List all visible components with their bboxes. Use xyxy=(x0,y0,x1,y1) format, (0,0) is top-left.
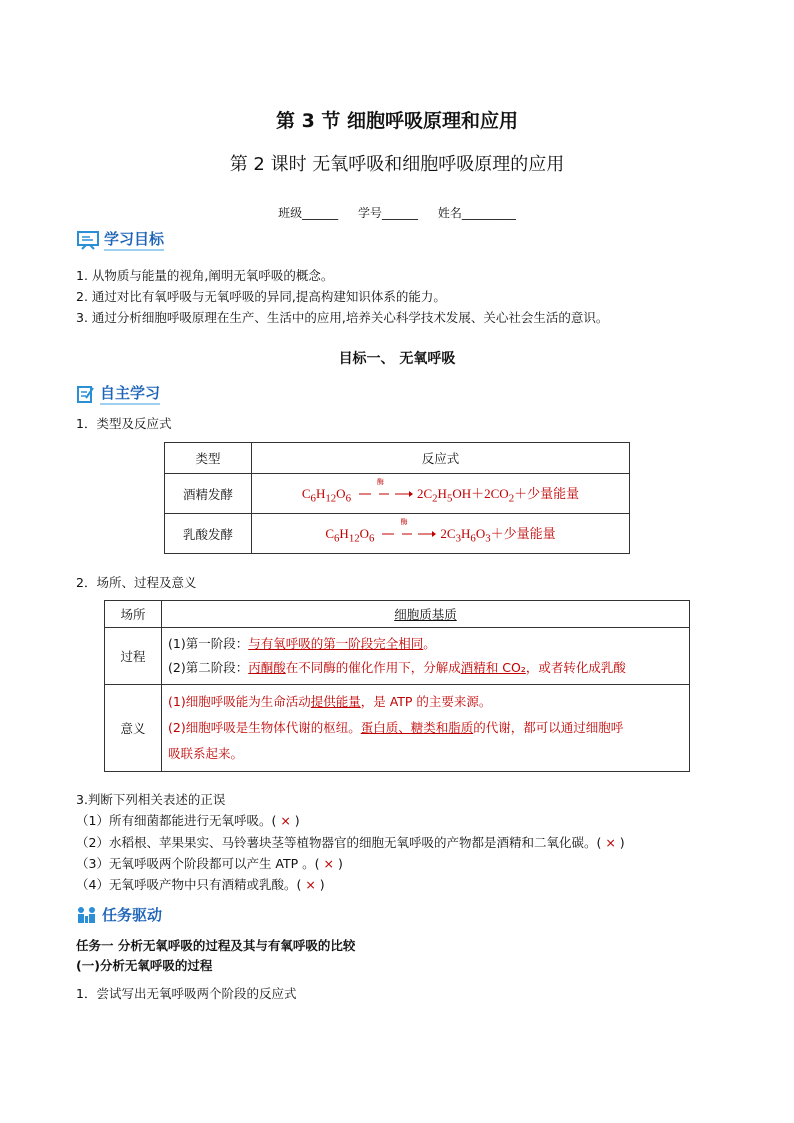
task-1-title: 任务一 分析无氧呼吸的过程及其与有氧呼吸的比较 xyxy=(76,938,356,953)
task-drive-heading-label: 任务驱动 xyxy=(102,906,163,924)
process-label: 过程 xyxy=(105,628,162,685)
wrong-mark: × xyxy=(280,813,291,828)
task-1-subtitle: (一)分析无氧呼吸的过程 xyxy=(76,958,213,973)
process-stage-1: (1)第一阶段：与有氧呼吸的第一阶段完全相同。 xyxy=(168,636,436,651)
task-1-question: 1．尝试写出无氧呼吸两个阶段的反应式 xyxy=(76,986,297,1001)
question-3: 3.判断下列相关表述的正误 xyxy=(76,792,226,807)
meaning-content xyxy=(162,685,690,772)
judge-item: （1）所有细菌都能进行无氧呼吸。( × ) xyxy=(76,813,300,828)
page-title: 第 3 节 细胞呼吸原理和应用 xyxy=(275,110,519,132)
goal-item-2: 2. 通过对比有氧呼吸与无氧呼吸的异同,提高构建知识体系的能力。 xyxy=(76,289,446,304)
table-row-type: 酒精发酵 xyxy=(165,474,252,514)
enzyme-label: 酶 xyxy=(376,478,384,487)
enzyme-arrow xyxy=(378,518,436,542)
student-info xyxy=(0,204,794,221)
wrong-mark: × xyxy=(305,877,316,892)
table-row-formula: $C_6H_{12}O_6$ 酶 $2C_3H_6O_3+$少量能量 xyxy=(252,514,630,554)
process-content xyxy=(162,628,690,685)
self-study-heading-label: 自主学习 xyxy=(100,382,160,405)
judge-item: （4）无氧呼吸产物中只有酒精或乳酸。( × ) xyxy=(76,877,325,892)
process-table xyxy=(104,600,690,772)
reaction-table xyxy=(164,442,630,554)
goals-heading xyxy=(76,228,164,251)
table-row-formula: $C_6H_{12}O_6$ 酶 $2C_2H_5OH+2CO_2+$少量能量 xyxy=(252,474,630,514)
self-study-heading xyxy=(76,382,160,405)
table-row-type: 乳酸发酵 xyxy=(165,514,252,554)
task-drive-heading xyxy=(76,904,162,925)
question-1: 1．类型及反应式 xyxy=(76,416,172,431)
place-value: 细胞质基质 xyxy=(162,601,690,628)
meaning-2-cont: 吸联系起来。 xyxy=(168,746,244,761)
enzyme-arrow xyxy=(355,478,413,502)
target-one-title: 目标一、 无氧呼吸 xyxy=(338,351,456,367)
judge-item: （3）无氧呼吸两个阶段都可以产生 ATP 。( × ) xyxy=(76,856,343,871)
meaning-label: 意义 xyxy=(105,685,162,772)
place-label: 场所 xyxy=(105,601,162,628)
meaning-2: (2)细胞呼吸是生物体代谢的枢纽。蛋白质、糖类和脂质的代谢，都可以通过细胞呼 xyxy=(168,720,624,735)
table-header-formula: 反应式 xyxy=(252,443,630,474)
wrong-mark: × xyxy=(323,856,334,871)
page-subtitle: 第 2 课时 无氧呼吸和细胞呼吸原理的应用 xyxy=(229,154,565,175)
goal-item-1: 1. 从物质与能量的视角,阐明无氧呼吸的概念。 xyxy=(76,268,334,283)
name-field: 姓名_________ xyxy=(437,206,516,220)
team-icon xyxy=(76,905,98,925)
process-stage-2: (2)第二阶段：丙酮酸在不同酶的催化作用下，分解成酒精和 CO₂，或者转化成乳酸 xyxy=(168,660,626,675)
judge-item: （2）水稻根、苹果果实、马铃薯块茎等植物器官的细胞无氧呼吸的产物都是酒精和二氧化碳。( × ) xyxy=(76,835,625,850)
goal-item-3: 3. 通过分析细胞呼吸原理在生产、生活中的应用,培养关心科学技术发展、关心社会生活的意识。 xyxy=(76,310,609,325)
enzyme-label: 酶 xyxy=(400,518,408,527)
question-2: 2．场所、过程及意义 xyxy=(76,575,197,590)
meaning-1: (1)细胞呼吸能为生命活动提供能量，是 ATP 的主要来源。 xyxy=(168,694,492,709)
table-header-type: 类型 xyxy=(165,443,252,474)
id-field: 学号______ xyxy=(357,206,418,220)
wrong-mark: × xyxy=(605,835,616,850)
goals-heading-label: 学习目标 xyxy=(104,228,164,251)
class-field: 班级______ xyxy=(278,206,339,220)
board-icon xyxy=(76,229,100,251)
edit-icon xyxy=(76,384,96,404)
